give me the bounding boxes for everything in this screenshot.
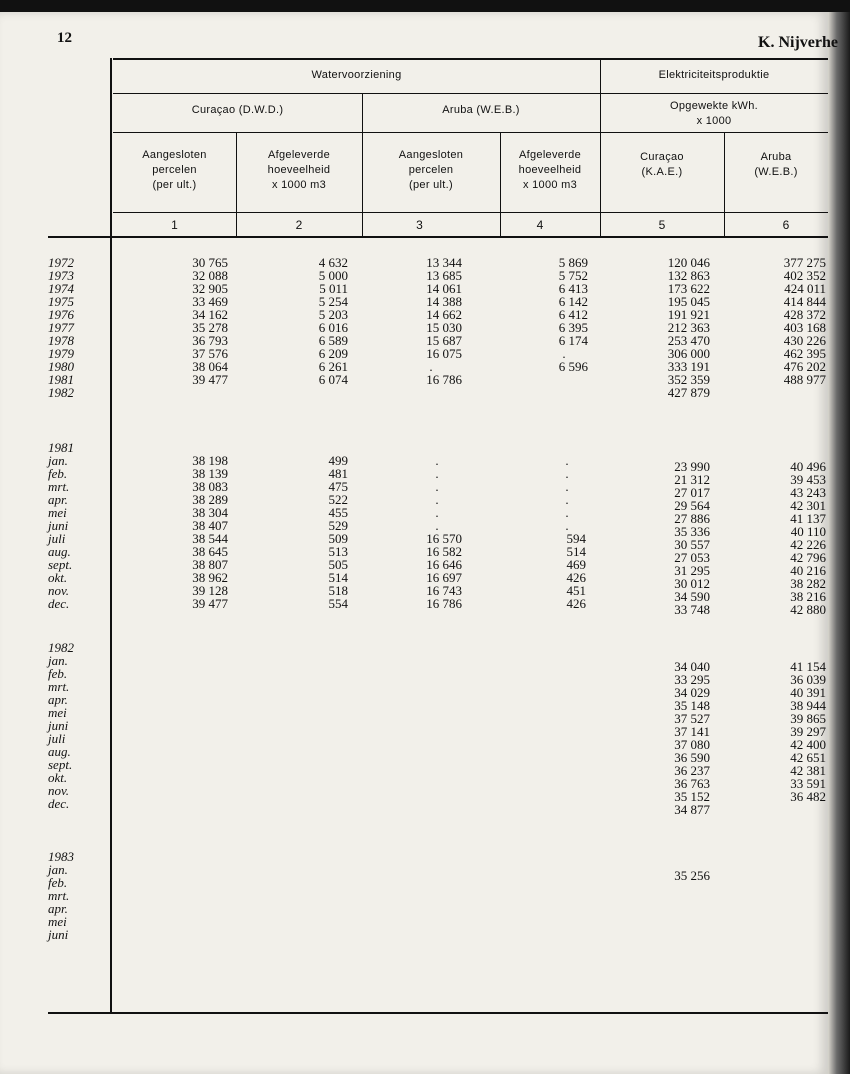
cell: 42 400 [790, 737, 826, 752]
cell: . [565, 492, 569, 507]
subheader-generated-line1: Opgewekte kWh. [670, 100, 758, 112]
cell: 21 312 [674, 472, 710, 487]
cell: 33 591 [790, 776, 826, 791]
month-label: mrt. [48, 888, 70, 903]
col1-header-line: percelen [152, 164, 197, 176]
cell: 37 080 [674, 737, 710, 752]
month-label: mrt. [48, 679, 70, 694]
cell: 34 877 [674, 802, 710, 817]
month-label: okt. [48, 570, 68, 585]
cell: 40 391 [790, 685, 826, 700]
cell: 518 [328, 583, 348, 598]
cell: 253 470 [667, 333, 710, 348]
month-label: sept. [48, 757, 73, 772]
cell: 34 162 [192, 307, 228, 322]
year-label: 1980 [48, 359, 74, 374]
cell: 38 216 [790, 589, 826, 604]
col3-header-line: (per ult.) [409, 179, 453, 191]
col5-header-line: Curaçao [640, 151, 684, 163]
col-number-4: 4 [536, 218, 544, 232]
cell: 38 282 [790, 576, 826, 591]
year-label: 1979 [48, 346, 74, 361]
cell: 38 198 [192, 453, 228, 468]
cell: 333 191 [667, 359, 710, 374]
cell: 35 152 [674, 789, 710, 804]
m1981-col2 [280, 454, 348, 610]
m1982-col6 [766, 660, 826, 816]
cell: 426 [566, 570, 586, 585]
cell: 39 128 [192, 583, 228, 598]
table-bottom-rule [48, 1012, 828, 1014]
page-number: 12 [57, 30, 72, 46]
col1-header-line: (per ult.) [152, 179, 197, 191]
cell: 31 295 [674, 563, 710, 578]
col-number-3: 3 [416, 218, 423, 232]
subheader-generated [600, 99, 828, 129]
month-label: mei [48, 505, 67, 520]
vdiv-water-electric [600, 58, 601, 238]
m1981-col3 [400, 454, 462, 610]
group-header-electric: Elektriciteitsproduktie [658, 69, 770, 81]
year-label: 1973 [48, 268, 74, 283]
cell: 39 865 [790, 711, 826, 726]
cell: 43 243 [790, 485, 826, 500]
col3-header [362, 148, 500, 193]
table-top-rule [113, 58, 828, 60]
cell: 32 905 [192, 281, 228, 296]
annual-col2 [280, 256, 348, 399]
cell: 377 275 [783, 255, 826, 270]
cell: 27 053 [674, 550, 710, 565]
cell: 16 570 [426, 531, 462, 546]
annual-col1 [150, 256, 228, 399]
cell: 505 [328, 557, 348, 572]
cell: . [435, 505, 439, 520]
annual-col3 [400, 256, 462, 399]
col4-header-line: hoeveelheid [518, 164, 582, 176]
cell: 414 844 [783, 294, 826, 309]
cell: . [565, 518, 569, 533]
cell: 475 [328, 479, 348, 494]
cell: 42 880 [790, 602, 826, 617]
year-label: 1981 [48, 372, 74, 387]
month-label: jan. [48, 453, 68, 468]
cell: 39 477 [192, 372, 228, 387]
col-number-2: 2 [295, 218, 303, 232]
months-1981 [48, 441, 108, 610]
group-header-water: Watervoorziening [311, 69, 402, 81]
month-label: juni [48, 718, 69, 733]
cell: 5 752 [558, 268, 588, 283]
cell: 14 388 [426, 294, 462, 309]
cell: 34 590 [674, 589, 710, 604]
cell: 16 743 [426, 583, 462, 598]
month-label: mei [48, 705, 67, 720]
month-label: juli [48, 731, 66, 746]
cell: 430 226 [783, 333, 826, 348]
cell: 41 154 [790, 659, 826, 674]
col1-header [113, 148, 236, 193]
cell: . [435, 492, 439, 507]
month-label: nov. [48, 783, 70, 798]
cell: 38 544 [192, 531, 228, 546]
cell: 35 148 [674, 698, 710, 713]
cell: 594 [566, 531, 586, 546]
cell: 16 075 [426, 346, 462, 361]
cell: 38 962 [192, 570, 228, 585]
cell: 33 748 [674, 602, 710, 617]
cell: 5 254 [318, 294, 348, 309]
cell: 462 395 [783, 346, 826, 361]
year-heading: 1981 [48, 440, 74, 455]
cell: 42 381 [790, 763, 826, 778]
year-label: 1982 [48, 385, 74, 400]
cell [766, 803, 826, 816]
cell: 426 [566, 596, 586, 611]
col2-header-line: x 1000 m3 [271, 179, 327, 191]
month-label: apr. [48, 692, 68, 707]
cell [540, 373, 588, 386]
cell: 30 557 [674, 537, 710, 552]
year-label: 1974 [48, 281, 74, 296]
cell: 33 295 [674, 672, 710, 687]
month-label: dec. [48, 596, 70, 611]
cell: 509 [328, 531, 348, 546]
col-number-1: 1 [171, 218, 178, 232]
cell: 15 687 [426, 333, 462, 348]
cell: 514 [566, 544, 586, 559]
cell: 39 477 [192, 596, 228, 611]
cell: 33 469 [192, 294, 228, 309]
col3-header-line: percelen [408, 164, 454, 176]
m1981-col1 [150, 454, 228, 610]
cell: 513 [328, 544, 348, 559]
year-label: 1978 [48, 333, 74, 348]
annual-col4 [540, 256, 588, 399]
month-label: mrt. [48, 479, 70, 494]
cell: 476 202 [783, 359, 826, 374]
cell: 195 045 [667, 294, 710, 309]
cell: 30 012 [674, 576, 710, 591]
stub-divider [110, 58, 112, 1014]
cell: 38 807 [192, 557, 228, 572]
m1983-col5 [650, 869, 710, 947]
cell: 37 576 [192, 346, 228, 361]
cell [280, 386, 348, 399]
cell: 5 011 [319, 281, 348, 296]
cell: 6 589 [318, 333, 348, 348]
year-heading: 1982 [48, 640, 74, 655]
col3-header-line: Aangesloten [398, 149, 464, 161]
cell [650, 934, 710, 947]
cell: . [429, 359, 433, 374]
month-label: aug. [48, 544, 71, 559]
month-label: juni [48, 927, 69, 942]
month-label: apr. [48, 901, 68, 916]
cell [650, 882, 710, 895]
cell: 38 289 [192, 492, 228, 507]
cell: 36 590 [674, 750, 710, 765]
cell: 427 879 [667, 385, 710, 400]
cell: 40 110 [790, 524, 826, 539]
cell: . [435, 453, 439, 468]
cell: 40 496 [790, 459, 826, 474]
month-label: feb. [48, 666, 68, 681]
month-label: nov. [48, 583, 70, 598]
cell: 39 297 [790, 724, 826, 739]
months-1983 [48, 850, 108, 941]
cell: 5 869 [558, 255, 588, 270]
cell: 6 413 [558, 281, 588, 296]
cell: 16 582 [426, 544, 462, 559]
cell: 6 209 [318, 346, 348, 361]
cell: 6 142 [558, 294, 588, 309]
cell: 428 372 [783, 307, 826, 322]
cell: 39 453 [790, 472, 826, 487]
month-label: feb. [48, 466, 68, 481]
col4-header-line: x 1000 m3 [522, 179, 578, 191]
cell: 23 990 [674, 459, 710, 474]
cell: 4 632 [318, 255, 348, 270]
col4-header [500, 148, 600, 193]
col1-header-line: Aangesloten [142, 149, 207, 161]
header-rule-1 [113, 93, 828, 94]
cell: . [565, 505, 569, 520]
cell: 37 527 [674, 711, 710, 726]
year-label: 1975 [48, 294, 74, 309]
month-label: feb. [48, 875, 68, 890]
cell: 16 786 [426, 596, 462, 611]
cell: 6 596 [558, 359, 588, 374]
cell [766, 386, 826, 399]
cell: 212 363 [667, 320, 710, 335]
cell: . [562, 346, 566, 361]
cell: 27 017 [674, 485, 710, 500]
col5-header-line: (K.A.E.) [641, 166, 683, 178]
cell: 34 029 [674, 685, 710, 700]
months-1982 [48, 641, 108, 810]
cell: 35 336 [674, 524, 710, 539]
cell: 38 944 [790, 698, 826, 713]
cell: 42 226 [790, 537, 826, 552]
cell: 38 064 [192, 359, 228, 374]
header-bottom-rule [48, 236, 828, 238]
cell [650, 921, 710, 934]
scan-top-edge [0, 0, 850, 12]
cell: 37 141 [674, 724, 710, 739]
cell: 5 000 [318, 268, 348, 283]
cell: 36 793 [192, 333, 228, 348]
cell: 352 359 [667, 372, 710, 387]
cell: 36 039 [790, 672, 826, 687]
cell: 424 011 [784, 281, 826, 296]
m1982-col5 [650, 660, 710, 816]
book-spine [828, 12, 850, 1074]
cell: 499 [328, 453, 348, 468]
m1981-col6 [766, 460, 826, 616]
cell: 402 352 [783, 268, 826, 283]
cell: . [565, 453, 569, 468]
cell: 191 921 [667, 307, 710, 322]
cell: 132 863 [667, 268, 710, 283]
cell: 30 765 [192, 255, 228, 270]
year-label: 1977 [48, 320, 74, 335]
month-label: juni [48, 518, 69, 533]
cell [540, 386, 588, 399]
cell: 306 000 [667, 346, 710, 361]
cell: . [565, 479, 569, 494]
cell: . [565, 466, 569, 481]
cell: 16 697 [426, 570, 462, 585]
month-label: mei [48, 914, 67, 929]
cell: 469 [566, 557, 586, 572]
month-label: jan. [48, 862, 68, 877]
cell: 13 344 [426, 255, 462, 270]
cell: 27 886 [674, 511, 710, 526]
cell: 38 645 [192, 544, 228, 559]
cell: 455 [328, 505, 348, 520]
m1981-col5 [650, 460, 710, 616]
cell: 5 203 [318, 307, 348, 322]
cell: 41 137 [790, 511, 826, 526]
cell: 554 [328, 596, 348, 611]
cell: 15 030 [426, 320, 462, 335]
month-label: apr. [48, 492, 68, 507]
cell: 6 174 [558, 333, 588, 348]
cell: 16 646 [426, 557, 462, 572]
cell: 403 168 [783, 320, 826, 335]
cell: 42 301 [790, 498, 826, 513]
cell [650, 908, 710, 921]
month-label: dec. [48, 796, 70, 811]
annual-years [48, 256, 108, 399]
cell: 38 083 [192, 479, 228, 494]
cell: 32 088 [192, 268, 228, 283]
month-label: aug. [48, 744, 71, 759]
col4-header-line: Afgeleverde [518, 149, 581, 161]
cell [650, 895, 710, 908]
col-number-6: 6 [782, 218, 790, 232]
section-title: K. Nijverhe [758, 34, 838, 51]
cell: . [435, 479, 439, 494]
cell: 173 622 [667, 281, 710, 296]
cell: 42 651 [790, 750, 826, 765]
subheader-aruba: Aruba (W.E.B.) [442, 104, 520, 116]
cell: 16 786 [426, 372, 462, 387]
cell: 29 564 [674, 498, 710, 513]
cell: 120 046 [667, 255, 710, 270]
cell: 38 139 [192, 466, 228, 481]
subheader-curacao: Curaçao (D.W.D.) [191, 104, 284, 116]
annual-col5 [650, 256, 710, 399]
cell: 34 040 [674, 659, 710, 674]
cell: 6 395 [558, 320, 588, 335]
cell: 36 482 [790, 789, 826, 804]
cell [150, 386, 228, 399]
cell: 35 278 [192, 320, 228, 335]
col-number-5: 5 [658, 218, 666, 232]
cell [400, 386, 462, 399]
col2-header [236, 148, 362, 193]
year-heading: 1983 [48, 849, 74, 864]
month-label: okt. [48, 770, 68, 785]
cell: 38 304 [192, 505, 228, 520]
cell: 38 407 [192, 518, 228, 533]
cell: 488 977 [783, 372, 826, 387]
header-rule-3 [113, 212, 828, 213]
cell: 42 796 [790, 550, 826, 565]
cell: 6 074 [318, 372, 348, 387]
cell: . [435, 518, 439, 533]
col6-header-line: Aruba [760, 151, 792, 163]
cell: 14 061 [426, 281, 462, 296]
cell: 14 662 [426, 307, 462, 322]
annual-col6 [766, 256, 826, 399]
cell: 36 237 [674, 763, 710, 778]
year-label: 1976 [48, 307, 74, 322]
cell: 35 256 [674, 868, 710, 883]
col5-header [600, 150, 724, 180]
month-label: juli [48, 531, 66, 546]
cell: 6 016 [318, 320, 348, 335]
month-label: sept. [48, 557, 73, 572]
col2-header-line: hoeveelheid [267, 164, 331, 176]
col2-header-line: Afgeleverde [267, 149, 330, 161]
cell: 481 [328, 466, 348, 481]
cell: 514 [328, 570, 348, 585]
cell: . [435, 466, 439, 481]
month-label: jan. [48, 653, 68, 668]
m1981-col4 [548, 454, 586, 610]
cell: 451 [566, 583, 586, 598]
cell: 522 [328, 492, 348, 507]
cell: 13 685 [426, 268, 462, 283]
header-rule-2 [113, 132, 828, 133]
cell: 36 763 [674, 776, 710, 791]
year-label: 1972 [48, 255, 74, 270]
col6-header [724, 150, 828, 180]
cell: 6 412 [558, 307, 588, 322]
cell: 6 261 [318, 359, 348, 374]
cell: 40 216 [790, 563, 826, 578]
col6-header-line: (W.E.B.) [754, 166, 798, 178]
cell: 529 [328, 518, 348, 533]
subheader-generated-line2: x 1000 [696, 115, 732, 127]
